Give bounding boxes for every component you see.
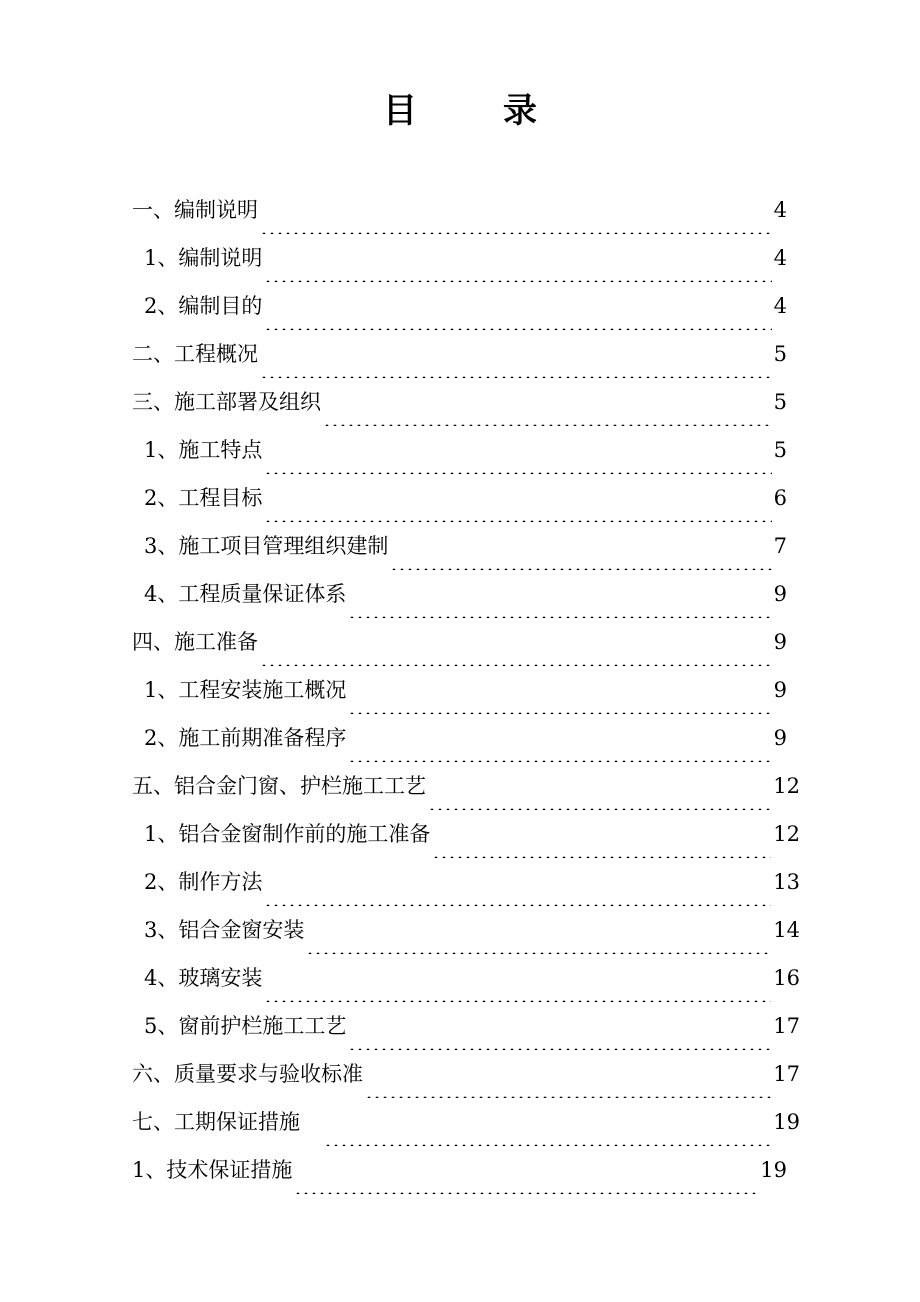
toc-entry (144, 666, 787, 714)
toc-entry (132, 378, 787, 426)
toc-entry (132, 1098, 800, 1146)
toc-entry-title: 三、施工部署及组织 (132, 390, 321, 414)
toc-entry-title: 四、施工准备 (132, 630, 258, 654)
toc-entry-title: 3、施工项目管理组织建制 (144, 534, 389, 558)
toc-entry-title: 5、窗前护栏施工工艺 (144, 1014, 347, 1038)
toc-entry-title: 二、工程概况 (132, 342, 258, 366)
toc-entry-title: 1、施工特点 (144, 438, 263, 462)
toc-entry-page: 13 (773, 870, 800, 894)
dot-leader (264, 234, 771, 282)
toc-entry (144, 474, 787, 522)
toc-entry-page: 12 (773, 774, 800, 798)
dot-leader (348, 714, 771, 762)
toc-entry-page: 17 (773, 1062, 800, 1086)
toc-entry (132, 618, 787, 666)
toc-entry-title: 1、技术保证措施 (132, 1158, 293, 1182)
toc-entry (144, 810, 800, 858)
dot-leader (365, 1050, 771, 1098)
toc-entry-page: 16 (773, 966, 800, 990)
dot-leader (432, 810, 771, 858)
toc-entry-page: 14 (773, 918, 800, 942)
toc-entry-title: 五、铝合金门窗、护栏施工工艺 (132, 774, 426, 798)
toc-entry-page: 9 (773, 726, 787, 750)
toc-entry-page: 5 (773, 438, 787, 462)
toc-entry-page: 19 (760, 1158, 787, 1182)
toc-entry-title: 3、铝合金窗安装 (144, 918, 305, 942)
toc-entry (144, 906, 800, 954)
toc-entry (144, 234, 787, 282)
dot-leader (260, 330, 772, 378)
toc-entry-page: 5 (773, 342, 787, 366)
dot-leader (324, 1098, 771, 1146)
toc-entry (144, 954, 800, 1002)
toc-entry (144, 1002, 800, 1050)
toc-entry-title: 1、工程安装施工概况 (144, 678, 347, 702)
toc-entry-title: 2、编制目的 (144, 294, 263, 318)
dot-leader (264, 954, 771, 1002)
toc-entry-page: 4 (773, 246, 787, 270)
toc-entry (144, 858, 800, 906)
toc-entry-title: 2、工程目标 (144, 486, 263, 510)
toc-entry-page: 9 (773, 678, 787, 702)
dot-leader (260, 618, 772, 666)
toc-entry-title: 1、铝合金窗制作前的施工准备 (144, 822, 431, 846)
toc-entry (144, 714, 787, 762)
toc-entry (144, 522, 787, 570)
dot-leader (348, 666, 771, 714)
dot-leader (348, 570, 771, 618)
page-title: 目 录 (383, 91, 563, 131)
toc-entry-page: 7 (773, 534, 787, 558)
toc-entry (132, 1146, 787, 1194)
toc-entry (132, 1050, 800, 1098)
dot-leader (264, 426, 771, 474)
toc-entry (144, 282, 787, 330)
toc-entry-title: 2、制作方法 (144, 870, 263, 894)
toc-entry (132, 762, 800, 810)
toc-entry (144, 426, 787, 474)
toc-entry-title: 六、质量要求与验收标准 (132, 1062, 363, 1086)
dot-leader (428, 762, 771, 810)
toc-entry (144, 570, 787, 618)
dot-leader (264, 474, 771, 522)
toc-entry-title: 2、施工前期准备程序 (144, 726, 347, 750)
dot-leader (323, 378, 772, 426)
toc-entry (132, 330, 787, 378)
toc-entry-page: 9 (773, 582, 787, 606)
dot-leader (264, 282, 771, 330)
toc-entry-title: 一、编制说明 (132, 198, 258, 222)
toc-entry-page: 4 (773, 198, 787, 222)
toc-entry-page: 5 (773, 390, 787, 414)
toc-entry (132, 186, 787, 234)
dot-leader (348, 1002, 771, 1050)
toc-entry-title: 1、编制说明 (144, 246, 263, 270)
toc-entry-page: 4 (773, 294, 787, 318)
toc-entry-title: 4、工程质量保证体系 (144, 582, 347, 606)
toc-entry-page: 9 (773, 630, 787, 654)
toc-entry-title: 七、工期保证措施 (132, 1110, 300, 1134)
dot-leader (306, 906, 771, 954)
toc-entry-title: 4、玻璃安装 (144, 966, 263, 990)
toc-entry-page: 19 (773, 1110, 800, 1134)
dot-leader (260, 186, 772, 234)
toc-entry-page: 6 (773, 486, 787, 510)
toc-entry-page: 17 (773, 1014, 800, 1038)
dot-leader (390, 522, 771, 570)
toc-entry-page: 12 (773, 822, 800, 846)
dot-leader (264, 858, 771, 906)
dot-leader (294, 1146, 758, 1194)
